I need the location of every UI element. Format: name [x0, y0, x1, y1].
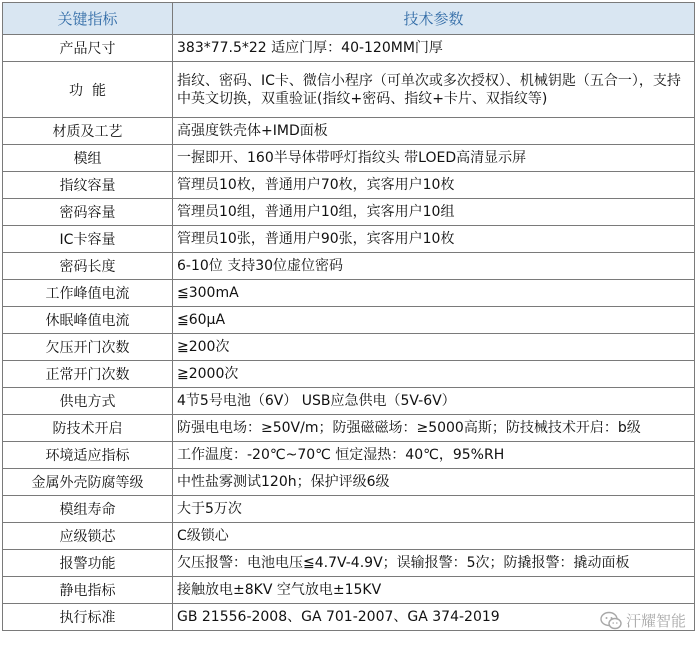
row-key: 执行标准: [3, 604, 173, 631]
row-value: 欠压报警：电池电压≦4.7V-4.9V；误输报警：5次；防撬报警：撬动面板: [173, 550, 695, 577]
row-value: 大于5万次: [173, 496, 695, 523]
row-key: 应级锁芯: [3, 523, 173, 550]
header-value: 技术参数: [173, 3, 695, 35]
row-key: IC卡容量: [3, 226, 173, 253]
row-key: 金属外壳防腐等级: [3, 469, 173, 496]
table-row: [3, 442, 695, 469]
row-key: 供电方式: [3, 388, 173, 415]
table-row: [3, 361, 695, 388]
row-key: 密码容量: [3, 199, 173, 226]
row-key: 功 能: [3, 62, 173, 118]
row-key: 报警功能: [3, 550, 173, 577]
table-row: [3, 253, 695, 280]
row-value: 一握即开、160半导体带呼灯指纹头 带LOED高清显示屏: [173, 145, 695, 172]
table-row: [3, 145, 695, 172]
row-value: ≦300mA: [173, 280, 695, 307]
table-row: [3, 280, 695, 307]
row-key: 指纹容量: [3, 172, 173, 199]
table-row: [3, 199, 695, 226]
row-value: 383*77.5*22 适应门厚：40-120MM门厚: [173, 35, 695, 62]
row-value: 高强度铁壳体+IMD面板: [173, 118, 695, 145]
header-key: 关键指标: [3, 3, 173, 35]
row-key: 环境适应指标: [3, 442, 173, 469]
table-row: [3, 307, 695, 334]
table-row: [3, 334, 695, 361]
row-value: ≦60μA: [173, 307, 695, 334]
row-value: 防强电电场：≥50V/m；防强磁磁场：≥5000高斯；防技械技术开启：b级: [173, 415, 695, 442]
row-key: 产品尺寸: [3, 35, 173, 62]
table-header-row: [3, 3, 695, 35]
row-value: 6-10位 支持30位虚位密码: [173, 253, 695, 280]
watermark-text: 汗耀智能: [625, 612, 686, 630]
row-key: 防技术开启: [3, 415, 173, 442]
row-value: 4节5号电池（6V） USB应急供电（5V-6V）: [173, 388, 695, 415]
row-key: 模组: [3, 145, 173, 172]
row-value: ≧200次: [173, 334, 695, 361]
row-value: ≧2000次: [173, 361, 695, 388]
row-key: 密码长度: [3, 253, 173, 280]
row-value: 管理员10张，普通用户90张，宾客用户10枚: [173, 226, 695, 253]
table-row: [3, 226, 695, 253]
row-value: C级锁心: [173, 523, 695, 550]
row-value: 接触放电±8KV 空气放电±15KV: [173, 577, 695, 604]
table-row: [3, 604, 695, 631]
table-row: [3, 523, 695, 550]
row-key: 欠压开门次数: [3, 334, 173, 361]
row-key: 休眠峰值电流: [3, 307, 173, 334]
table-row: [3, 62, 695, 118]
table-row: [3, 550, 695, 577]
watermark: [600, 610, 686, 631]
row-key: 正常开门次数: [3, 361, 173, 388]
row-value: 中性盐雾测试120h；保护评级6级: [173, 469, 695, 496]
table-row: [3, 415, 695, 442]
row-value: 指纹、密码、IC卡、微信小程序（可单次或多次授权）、机械钥匙（五合一），支持中英文切换，双重验证(指纹+密码、指纹+卡片、双指纹等): [173, 62, 695, 118]
row-value: 管理员10组，普通用户10组，宾客用户10组: [173, 199, 695, 226]
spec-table: [2, 2, 695, 631]
table-row: [3, 35, 695, 62]
row-key: 模组寿命: [3, 496, 173, 523]
table-row: [3, 118, 695, 145]
table-row: [3, 469, 695, 496]
row-value: 工作温度：-20℃~70℃ 恒定湿热：40℃，95%RH: [173, 442, 695, 469]
row-key: 材质及工艺: [3, 118, 173, 145]
row-key: 工作峰值电流: [3, 280, 173, 307]
table-row: [3, 172, 695, 199]
table-row: [3, 577, 695, 604]
row-key: 静电指标: [3, 577, 173, 604]
table-row: [3, 388, 695, 415]
row-value: GB 21556-2008、GA 701-2007、GA 374-2019: [173, 604, 695, 631]
row-value: 管理员10枚，普通用户70枚，宾客用户10枚: [173, 172, 695, 199]
wechat-icon: [600, 611, 622, 631]
table-row: [3, 496, 695, 523]
